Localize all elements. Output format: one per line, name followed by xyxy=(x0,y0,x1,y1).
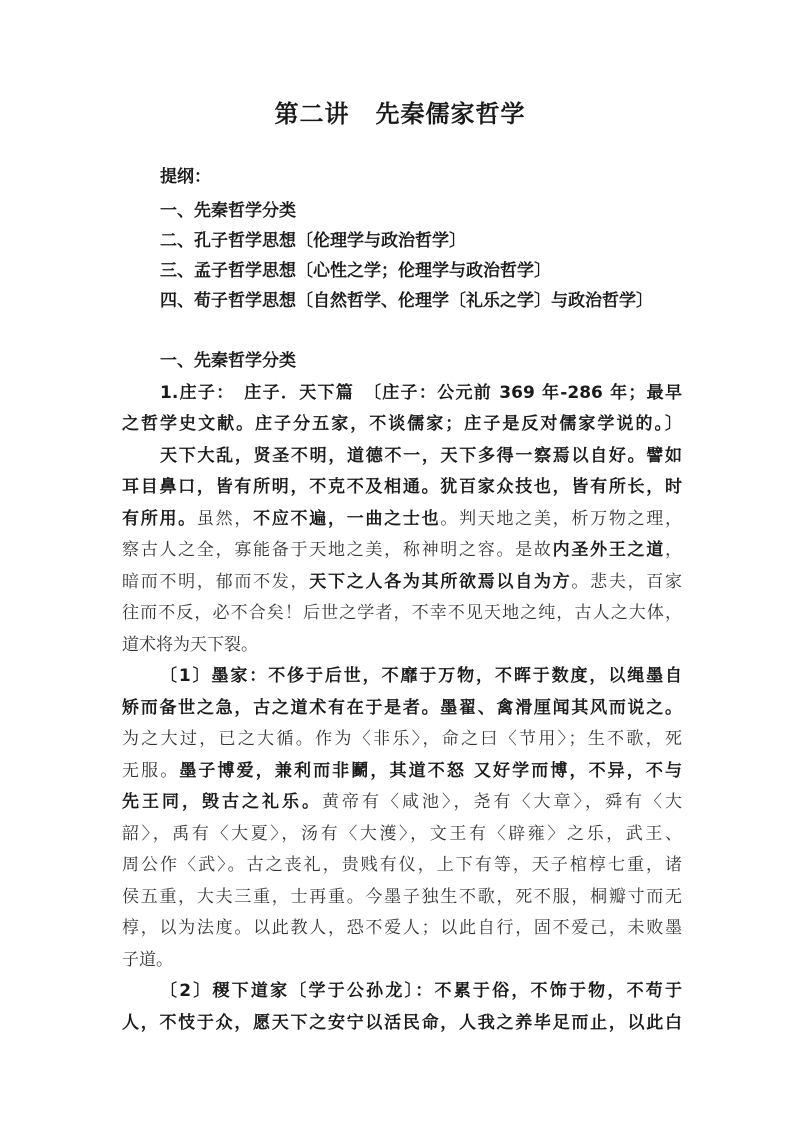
paragraph-line: 侯五重，大夫三重，士再重。今墨子独生不歌，死不服，桐瓣寸而无 xyxy=(122,886,682,907)
paragraph-line: 椁，以为法度。以此教人，恐不爱人；以此自行，固不爱己，未败墨 xyxy=(122,918,682,938)
paragraph-line: 无服。墨子博爱，兼利而非鬬，其道不怒 又好学而博，不异，不与 xyxy=(122,760,683,781)
paragraph-line: 为之大过，已之大循。作为〈非乐〉，命之曰〈节用〉；生不歌，死 xyxy=(122,729,682,749)
paragraph-line: 天下大乱，贤圣不明，道德不一，天下多得一察焉以自好。譬如 xyxy=(160,445,682,466)
body-text xyxy=(122,346,682,1039)
outline-list xyxy=(160,162,653,316)
outline-item: 二、孔子哲学思想〔伦理学与政治哲学〕 xyxy=(160,231,466,251)
paragraph-line: 子道。 xyxy=(122,949,173,970)
paragraph-line: 察古人之全，寡能备于天地之美，称神明之容。是故内圣外王之道， xyxy=(122,540,683,560)
paragraph-line: 暗而不明，郁而不发，天下之人各为其所欲焉以自为方。悲夫，百家 xyxy=(122,571,683,592)
section-heading: 一、先秦哲学分类 xyxy=(160,351,296,371)
paragraph-line: 有所用。虽然，不应不遍，一曲之士也。判天地之美，析万物之理， xyxy=(122,508,683,529)
paragraph-line: 道术将为天下裂。 xyxy=(122,634,258,655)
paragraph-line: 往而不反，必不合矣！后世之学者，不幸不见天地之纯，古人之大体， xyxy=(122,603,682,623)
outline-item: 四、荀子哲学思想〔自然哲学、伦理学〔礼乐之学〕与政治哲学〕 xyxy=(160,291,653,311)
paragraph-line: 1.庄子： 庄子．天下篇 〔庄子：公元前 369 年-286 年；最早 xyxy=(160,382,682,403)
paragraph-line: 之哲学史文献。庄子分五家，不谈儒家；庄子是反对儒家学说的。〕 xyxy=(122,414,682,434)
paragraph-line: 周公作〈武〉。古之丧礼，贵贱有仪，上下有等，天子棺椁七重，诸 xyxy=(122,855,682,875)
outline-heading: 提纲： xyxy=(160,167,211,187)
paragraph-line: 〔1〕墨家：不侈于后世，不靡于万物，不晖于数度，以绳墨自 xyxy=(160,666,682,686)
outline-item: 三、孟子哲学思想〔心性之学；伦理学与政治哲学〕 xyxy=(160,261,551,281)
paragraph-line: 人，不忮于众，愿天下之安宁以活民命，人我之养毕足而止，以此白 xyxy=(122,1012,682,1033)
paragraph-line: 〔2〕稷下道家〔学于公孙龙〕：不累于俗，不饰于物，不苟于 xyxy=(160,981,682,1001)
paragraph-line: 耳目鼻口，皆有所明，不克不及相通。犹百家众技也，皆有所长，时 xyxy=(122,477,682,497)
paragraph-line: 韶〉，禹有〈大夏〉，汤有〈大濩〉，文王有〈辟雍〉之乐，武王、 xyxy=(122,823,682,844)
paragraph-line: 先王同，毁古之礼乐。黄帝有〈咸池〉，尧有〈大章〉，舜有〈大 xyxy=(122,792,682,812)
paragraph-line: 矫而备世之急，古之道术有在于是者。墨翟、禽滑厘闻其风而说之。 xyxy=(122,697,682,718)
title-lecture-number: 第二讲 xyxy=(274,100,350,128)
title-lecture-topic: 先秦儒家哲学 xyxy=(375,100,526,128)
outline-item: 一、先秦哲学分类 xyxy=(160,201,296,221)
page-title xyxy=(0,94,800,129)
